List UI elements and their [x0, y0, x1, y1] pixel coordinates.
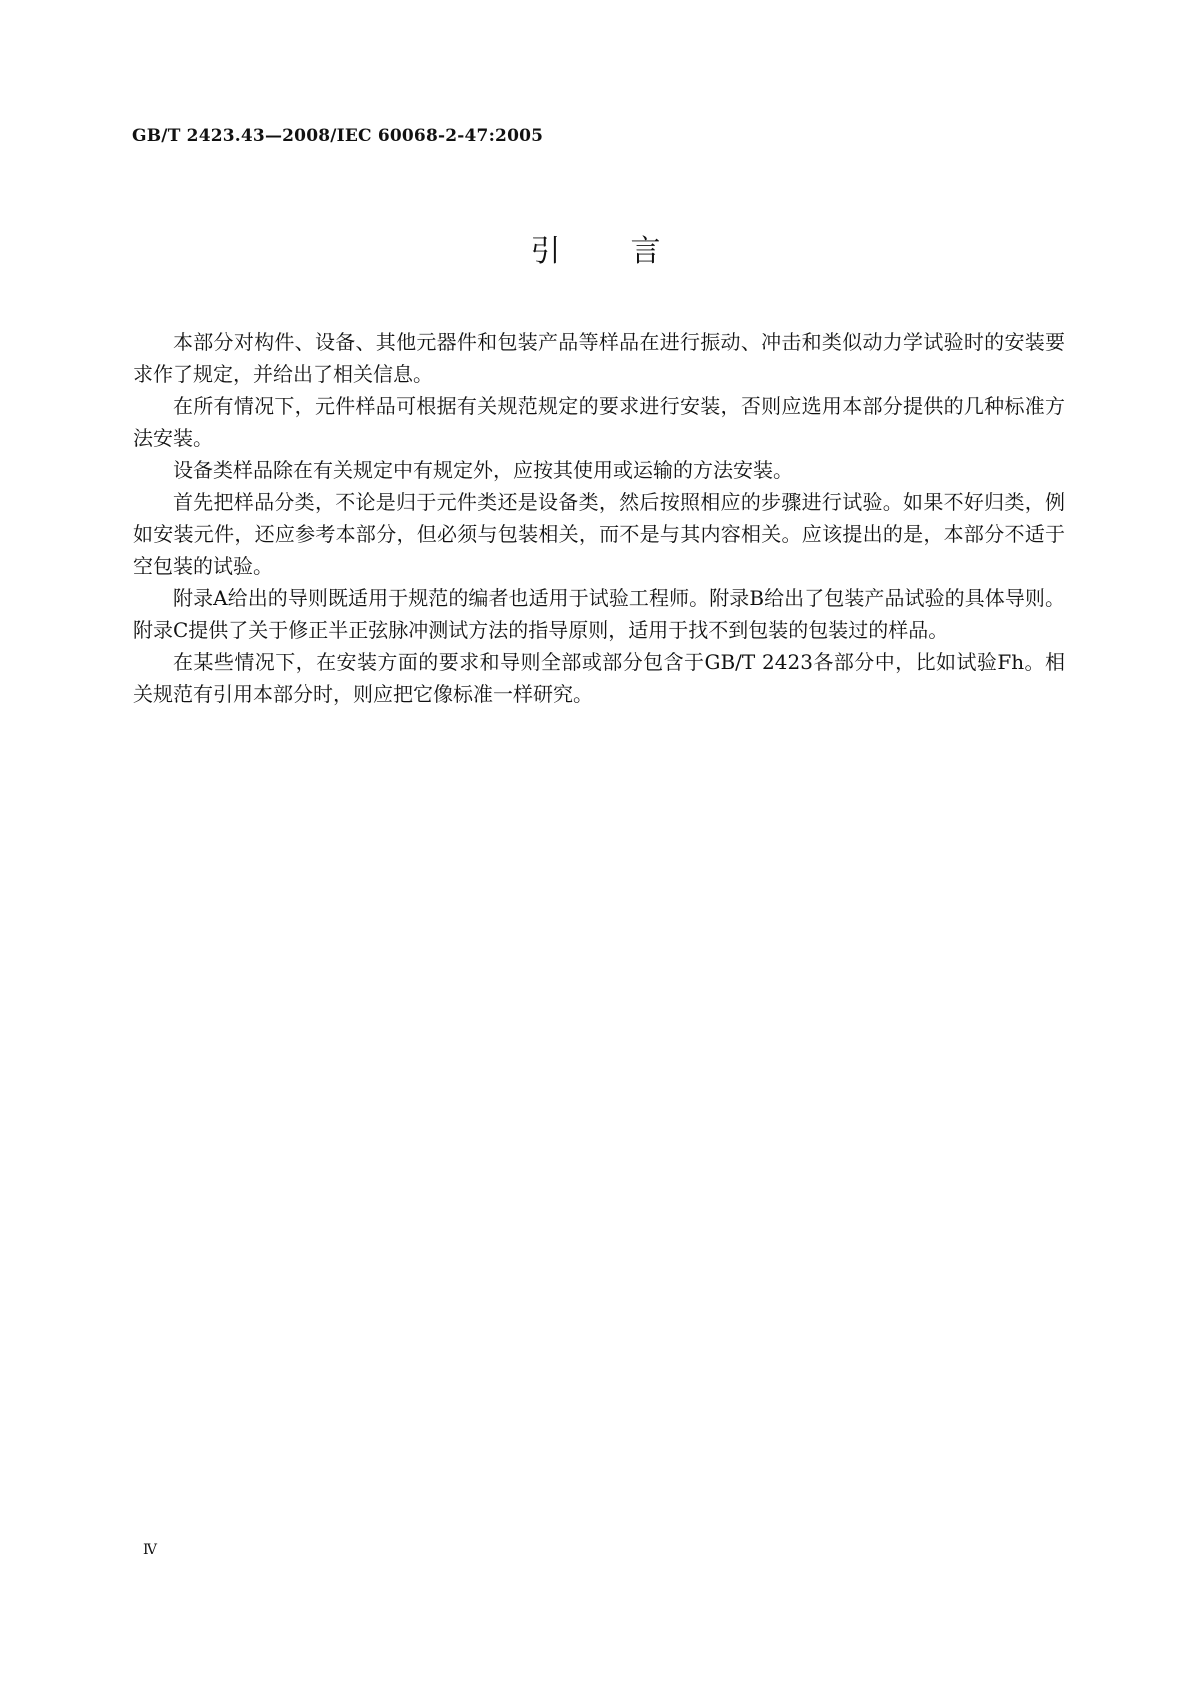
standard-number-header: GB/T 2423.43—2008/IEC 60068-2-47:2005: [132, 126, 544, 146]
title-char-2: 言: [630, 234, 661, 269]
paragraph-5: 附录A给出的导则既适用于规范的编者也适用于试验工程师。附录B给出了包装产品试验的具体导则。附录C提供了关于修正半正弦脉冲测试方法的指导原则，适用于找不到包装的包装过的样品。: [133, 586, 1065, 642]
body-text: [133, 326, 1065, 710]
paragraph-1: 本部分对构件、设备、其他元器件和包装产品等样品在进行振动、冲击和类似动力学试验时的安装要求作了规定，并给出了相关信息。: [133, 330, 1065, 386]
page-title: [0, 226, 1191, 270]
paragraph-3: 设备类样品除在有关规定中有规定外，应按其使用或运输的方法安装。: [173, 458, 793, 482]
paragraph-2: 在所有情况下，元件样品可根据有关规范规定的要求进行安装，否则应选用本部分提供的几种标准方法安装。: [133, 394, 1065, 450]
page-number: Ⅳ: [143, 1542, 157, 1558]
title-char-1: 引: [530, 234, 561, 269]
paragraph-4: 首先把样品分类，不论是归于元件类还是设备类，然后按照相应的步骤进行试验。如果不好归类，例如安装元件，还应参考本部分，但必须与包装相关，而不是与其内容相关。应该提出的是，本部分不适于空包装的试验。: [133, 490, 1065, 578]
paragraph-6: 在某些情况下，在安装方面的要求和导则全部或部分包含于GB/T 2423各部分中，比如试验Fh。相关规范有引用本部分时，则应把它像标准一样研究。: [133, 650, 1065, 706]
